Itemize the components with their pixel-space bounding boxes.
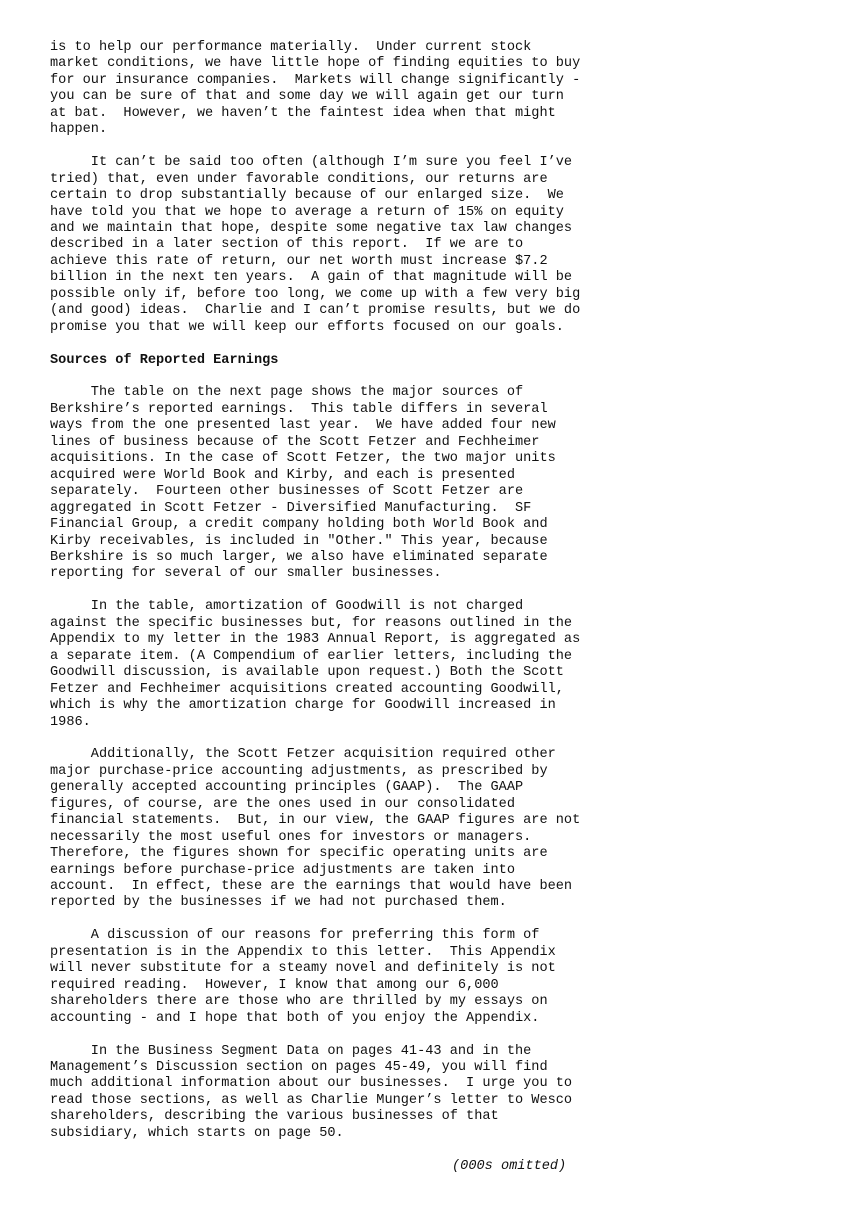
- paragraph-business-segment-data: In the Business Segment Data on pages 41-43 and in the Management’s Discussion section on pages 45-49, you will find much additional information about our businesses. I urge you to read those sections, as well as Charlie Munger’s letter to Wesco shareholders, describing the various businesses of that subsidiary, which starts on page 50.: [50, 1043, 573, 1141]
- paragraph-table-description: The table on the next page shows the major sources of Berkshire’s reported earnings. This table differs in several ways from the one presented last year. We have added four new lines of business because of the Scott Fetzer and Fechheimer acquisitions. In the case of Scott Fetzer, the two major units acquired were World Book and Kirby, and each is presented separately. Fourteen other businesses of Scott Fetzer are aggregated in Scott Fetzer - Diversified Manufacturing. SF Financial Group, a credit company holding both World Book and Kirby receivables, is included in "Other." This year, because Berkshire is so much larger, we also have eliminated separate reporting for several of our smaller businesses.: [50, 385, 556, 582]
- table-units-note: (000s omitted): [452, 1158, 567, 1174]
- document-page: [50, 40, 850, 1175]
- paragraph-goodwill-amortization: In the table, amortization of Goodwill is not charged against the specific businesses but, for reasons outlined in the Appendix to my letter in the 1983 Annual Report, is aggregated as a separate item. (A Compendium of earlier letters, including the Goodwill discussion, is available upon request.) Both the Scott Fetzer and Fechheimer acquisitions created accounting Goodwill, which is why the amortization charge for Goodwill increased in 1986.: [50, 599, 581, 730]
- paragraph-gaap-adjustments: Additionally, the Scott Fetzer acquisition required other major purchase-price accounting adjustments, as prescribed by generally accepted accounting principles (GAAP). The GAAP figures, of course, are the ones used in our consolidated financial statements. But, in our view, the GAAP figures are not necessarily the most useful ones for investors or managers. Therefore, the figures shown for specific operating units are earnings before purchase-price adjustments are taken into account. In effect, these are the earnings that would have been reported by the businesses if we had not purchased them.: [50, 747, 581, 911]
- section-heading: Sources of Reported Earnings: [50, 352, 279, 368]
- paragraph-return-goals: It can’t be said too often (although I’m sure you feel I’ve tried) that, even under favorable conditions, our returns are certain to drop substantially because of our enlarged size. We have told you that we hope to average a return of 15% on equity and we maintain that hope, despite some negative tax law changes described in a later section of this report. If we are to achieve this rate of return, our net worth must increase $7.2 billion in the next ten years. A gain of that magnitude will be possible only if, before too long, we come up with a few very big (and good) ideas. Charlie and I can’t promise results, but we do promise you that we will keep our efforts focused on our goals.: [50, 155, 581, 335]
- paragraph-appendix-discussion: A discussion of our reasons for preferring this form of presentation is in the Appendix to this letter. This Appendix will never substitute for a steamy novel and definitely is not required reading. However, I know that among our 6,000 shareholders there are those who are thrilled by my essays on accounting - and I hope that both of you enjoy the Appendix.: [50, 928, 556, 1026]
- paragraph-performance-outlook: is to help our performance materially. Under current stock market conditions, we have little hope of finding equities to buy for our insurance companies. Markets will change significantly - you can be sure of that and some day we will again get our turn at bat. However, we haven’t the faintest idea when that might happen.: [50, 40, 581, 138]
